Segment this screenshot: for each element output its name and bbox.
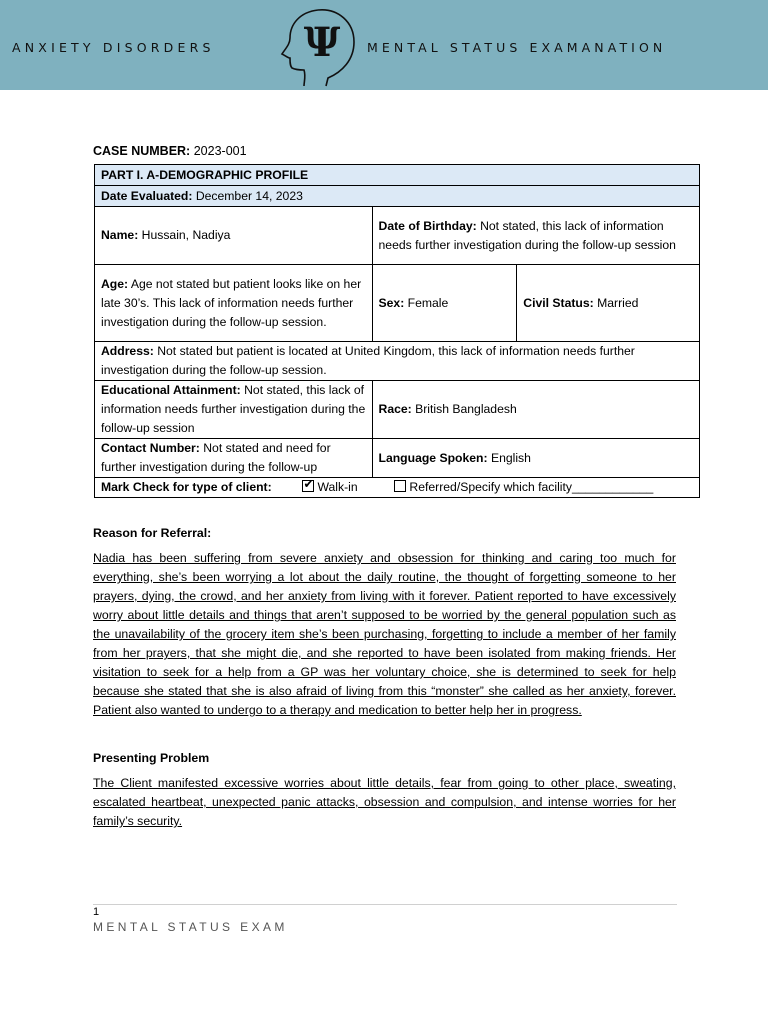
reason-for-referral-section <box>93 526 676 720</box>
case-number-value: 2023-001 <box>193 144 247 158</box>
walk-in-label: Walk-in <box>317 480 358 494</box>
name-cell <box>95 207 373 265</box>
presenting-problem-section <box>93 751 676 831</box>
psychology-head-psi-icon <box>278 6 360 88</box>
race-value: British Bangladesh <box>415 402 517 416</box>
part-title: PART I. A-DEMOGRAPHIC PROFILE <box>95 165 700 186</box>
client-type-label: Mark Check for type of client: <box>101 480 272 494</box>
footer-divider <box>93 904 677 905</box>
contact-value: Not stated and need for further investigation during the follow-up <box>101 441 331 474</box>
language-cell <box>372 439 699 478</box>
contact-label: Contact Number: <box>101 441 200 455</box>
education-cell <box>95 381 373 439</box>
age-value: Age not stated but patient looks like on her late 30’s. This lack of information needs further investigation during the follow-up session. <box>101 276 362 329</box>
referred-checkbox[interactable] <box>394 480 406 492</box>
sex-cell <box>372 265 517 342</box>
date-evaluated-value: December 14, 2023 <box>195 188 303 203</box>
case-number-label: CASE NUMBER: <box>93 144 191 158</box>
client-type-row <box>95 478 700 498</box>
dob-label: Date of Birthday: <box>378 218 477 233</box>
address-label: Address: <box>101 344 154 358</box>
case-number <box>93 144 247 158</box>
presenting-title: Presenting Problem <box>93 751 210 765</box>
address-value: Not stated but patient is located at United Kingdom, this lack of information needs further investigation during the follow-up session. <box>101 344 635 377</box>
header-left-title: ANXIETY DISORDERS <box>12 40 215 55</box>
contact-cell <box>95 439 373 478</box>
referral-text: Nadia has been suffering from severe anxiety and obsession for thinking and caring too much for everything, she’s been worrying a lot about the daily routine, the thought of forgetting someone to her prayers, dying, the crowd, and her anxiety from living with it forever. Patient reported to have excessively worry about little details and things that aren’t supposed to be worried by the general population such as the unavailability of the grocery item she’s been purchasing, forgetting to include a member of her family from her prayers, that she might die, and she reported to have been isolated from making friends. Her visitation to seek for a help from a GP was her voluntary choice, she is determined to seek for help because she stated that she is also afraid of living from this “monster” she called as her anxiety, forever. Patient also wanted to undergo to a therapy and medication to better help her in progress. <box>93 551 676 717</box>
address-cell <box>95 342 700 381</box>
name-value: Hussain, Nadiya <box>141 228 231 242</box>
dob-value: Not stated, this lack of information needs further investigation during the follow-up session <box>378 218 676 252</box>
sex-label: Sex: <box>378 295 405 310</box>
footer-title: MENTAL STATUS EXAM <box>93 920 288 934</box>
age-label: Age: <box>101 276 129 291</box>
header-right-title: MENTAL STATUS EXAMANATION <box>367 40 667 55</box>
language-label: Language Spoken: <box>378 450 488 465</box>
dob-cell <box>372 207 699 265</box>
age-cell <box>95 265 373 342</box>
svg-text:Ψ: Ψ <box>303 19 341 66</box>
referred-label: Referred/Specify which facility____________ <box>409 480 654 494</box>
sex-value: Female <box>407 295 449 310</box>
walk-in-checkbox[interactable] <box>302 480 314 492</box>
name-label: Name: <box>101 228 139 242</box>
language-value: English <box>490 450 531 465</box>
race-cell <box>372 381 699 439</box>
civil-status-cell <box>517 265 700 342</box>
education-label: Educational Attainment: <box>101 383 241 397</box>
date-evaluated-row <box>95 186 700 207</box>
demographic-profile-table <box>94 164 700 498</box>
education-value: Not stated, this lack of information needs further investigation during the follow-up session <box>101 383 366 435</box>
race-label: Race: <box>378 402 412 416</box>
referral-title: Reason for Referral: <box>93 526 212 540</box>
page-number: 1 <box>93 906 100 918</box>
civil-status-label: Civil Status: <box>523 295 594 310</box>
page-header <box>0 0 768 90</box>
civil-status-value: Married <box>597 295 639 310</box>
date-evaluated-label: Date Evaluated: <box>101 188 193 203</box>
presenting-text: The Client manifested excessive worries about little details, fear from going to other place, sweating, escalated heartbeat, unexpected panic attacks, obsession and compulsion, and intense worries for her family’s security. <box>93 776 676 828</box>
